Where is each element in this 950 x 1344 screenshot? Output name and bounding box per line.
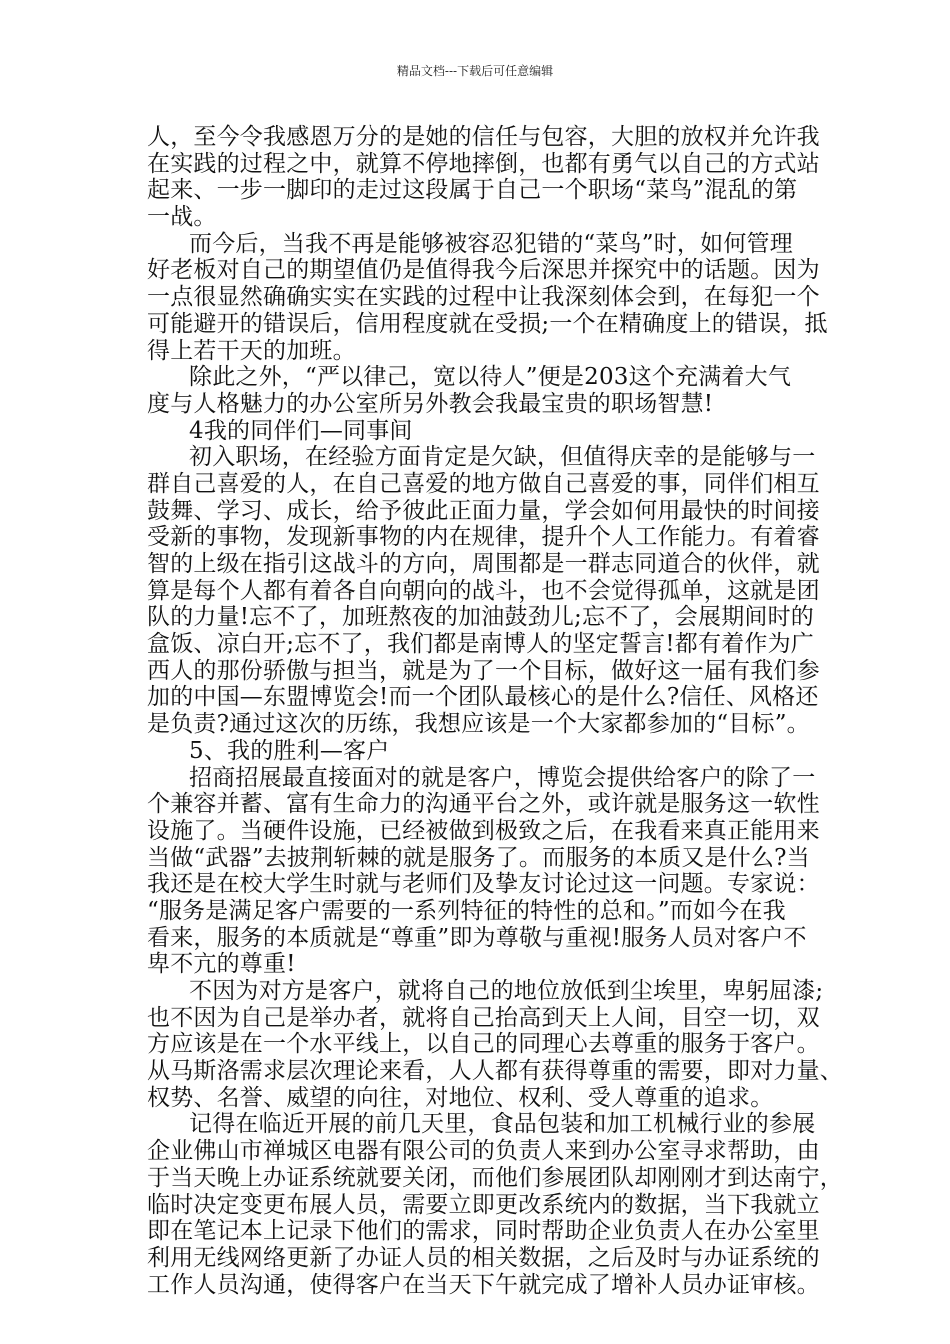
body-text-line: 除此之外，“严以律己，宽以待人”便是203这个充满着大气 — [189, 364, 792, 391]
body-text-line: 5、我的胜利—客户 — [189, 737, 390, 764]
body-text-line: 好老板对自己的期望值仍是值得我今后深思并探究中的话题。因为 — [147, 257, 820, 284]
body-text-line: 权势、名誉、威望的向往，对地位、权利、受人尊重的追求。 — [147, 1084, 774, 1111]
body-text-line: 企业佛山市禅城区电器有限公司的负责人来到办公室寻求帮助，由 — [147, 1138, 820, 1165]
body-text-line: 可能避开的错误后，信用程度就在受损;一个在精确度上的错误，抵 — [147, 310, 828, 337]
body-text-line: 得上若干天的加班。 — [147, 337, 356, 364]
body-text-line: 群自己喜爱的人，在自己喜爱的地方做自己喜爱的事，同伴们相互 — [147, 470, 820, 497]
body-text-line: 加的中国—东盟博览会!而一个团队最核心的是什么?信任、风格还 — [147, 684, 819, 711]
body-text-line: 人，至今令我感恩万分的是她的信任与包容，大胆的放权并允许我 — [147, 124, 820, 150]
body-text-line: 在实践的过程之中，就算不停地摔倒，也都有勇气以自己的方式站 — [147, 150, 820, 177]
body-text-line: 智的上级在指引这战斗的方向，周围都是一群志同道合的伙伴，就 — [147, 551, 820, 577]
body-text-line: 初入职场，在经验方面肯定是欠缺，但值得庆幸的是能够与一 — [189, 444, 816, 471]
body-text-line: 于当天晚上办证系统就要关闭，而他们参展团队却刚刚才到达南宁， — [147, 1164, 843, 1191]
body-text-line: 从马斯洛需求层次理论来看，人人都有获得尊重的需要，即对力量、 — [147, 1058, 843, 1085]
body-text-line: 起来、一步一脚印的走过这段属于自己一个职场“菜鸟”混乱的第 — [147, 177, 798, 204]
body-text-line: 队的力量!忘不了，加班熬夜的加油鼓劲儿;忘不了，会展期间时的 — [147, 604, 814, 631]
body-text-line: 一点很显然确确实实在实践的过程中让我深刻体会到，在每犯一个 — [147, 284, 820, 311]
document-body — [147, 124, 843, 1298]
body-text-line: 设施了。当硬件设施，已经被做到极致之后，在我看来真正能用来 — [147, 817, 820, 844]
body-text-line: 一战。 — [147, 204, 217, 231]
body-text-line: 度与人格魅力的办公室所另外教会我最宝贵的职场智慧! — [147, 390, 714, 417]
body-text-line: 不因为对方是客户，就将自己的地位放低到尘埃里，卑躬屈漆; — [189, 978, 824, 1004]
body-text-line: 算是每个人都有着各自向朝向的战斗，也不会觉得孤单，这就是团 — [147, 577, 820, 604]
body-text-line: 鼓舞、学习、成长，给予彼此正面力量，学会如何用最快的时间接 — [147, 497, 820, 524]
body-text-line: 西人的那份骄傲与担当，就是为了一个目标，做好这一届有我们参 — [147, 657, 820, 684]
body-text-line: 而今后，当我不再是能够被容忍犯错的“菜鸟”时，如何管理 — [189, 230, 793, 257]
page-header: 精品文档---下载后可任意编辑 — [396, 64, 554, 78]
body-text-line: 方应该是在一个水平线上，以自己的同理心去尊重的服务于客户。 — [147, 1031, 820, 1058]
body-text-line: 当做“武器”去披荆斩棘的就是服务了。而服务的本质又是什么?当 — [147, 844, 810, 871]
body-text-line: 个兼容并蓄、富有生命力的沟通平台之外，或许就是服务这一软性 — [147, 791, 820, 818]
body-text-line: 盒饭、凉白开;忘不了，我们都是南博人的坚定誓言!都有着作为广 — [147, 631, 814, 658]
body-text-line: 工作人员沟通，使得客户在当天下午就完成了增补人员办证审核。 — [147, 1271, 820, 1298]
body-text-line: 我还是在校大学生时就与老师们及挚友讨论过这一问题。专家说： — [147, 871, 820, 898]
body-text-line: 记得在临近开展的前几天里，食品包装和加工机械行业的参展 — [189, 1111, 816, 1138]
body-text-line: 卑不亢的尊重! — [147, 951, 296, 978]
body-text-line: “服务是满足客户需要的一系列特征的特性的总和。”而如今在我 — [147, 897, 786, 924]
body-text-line: 即在笔记本上记录下他们的需求，同时帮助企业负责人在办公室里 — [147, 1218, 820, 1245]
body-text-line: 4我的同伴们—同事间 — [189, 417, 413, 444]
body-text-line: 利用无线网络更新了办证人员的相关数据，之后及时与办证系统的 — [147, 1244, 820, 1271]
body-text-line: 招商招展最直接面对的就是客户，博览会提供给客户的除了一 — [189, 764, 816, 791]
body-text-line: 临时决定变更布展人员，需要立即更改系统内的数据，当下我就立 — [147, 1191, 820, 1218]
body-text-line: 受新的事物，发现新事物的内在规律，提升个人工作能力。有着睿 — [147, 524, 820, 551]
body-text-line: 也不因为自己是举办者，就将自己抬高到天上人间，目空一切，双 — [147, 1004, 820, 1031]
body-text-line: 是负责?通过这次的历练，我想应该是一个大家都参加的“目标”。 — [147, 711, 810, 738]
body-text-line: 看来，服务的本质就是“尊重”即为尊敬与重视!服务人员对客户不 — [147, 924, 807, 951]
